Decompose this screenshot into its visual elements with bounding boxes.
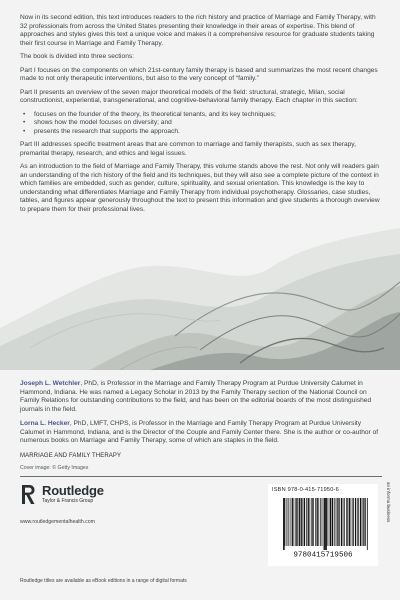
barcode-bar bbox=[285, 498, 286, 546]
barcode-bar bbox=[299, 498, 300, 546]
barcode-bar bbox=[343, 498, 344, 546]
list-item: • shows how the model focuses on diversity; and bbox=[20, 119, 382, 128]
abstract-wave-artwork bbox=[0, 228, 400, 370]
barcode-bar bbox=[294, 498, 295, 546]
barcode-bar bbox=[347, 498, 348, 546]
book-description bbox=[20, 14, 382, 219]
barcode-bar bbox=[360, 498, 361, 546]
barcode-bar bbox=[301, 498, 302, 546]
barcode-bar bbox=[292, 498, 293, 546]
barcode-bar bbox=[364, 498, 365, 546]
barcode bbox=[271, 496, 375, 560]
barcode-bar bbox=[362, 498, 363, 546]
author-bio bbox=[20, 380, 382, 414]
barcode-bar bbox=[330, 498, 331, 546]
barcode-bar bbox=[325, 498, 326, 550]
barcode-bar bbox=[324, 498, 325, 550]
author-bios bbox=[20, 380, 382, 452]
informa-business-label: an informa business bbox=[386, 482, 391, 523]
barcode-bar bbox=[317, 498, 318, 546]
ebook-availability-note: Routledge titles are available as eBook editions in a range of digital formats bbox=[20, 578, 187, 584]
barcode-bar bbox=[357, 498, 358, 546]
barcode-bar bbox=[341, 498, 342, 546]
publisher-side-text bbox=[384, 480, 392, 570]
barcode-digits: 9780415719506 bbox=[293, 551, 353, 560]
author-bio-text: , PhD, is Professor in the Marriage and Family Therapy Program at Purdue University Calumet in Hammond, Indiana. He was named a Legacy Scholar in 2013 by the Family Therapy section of the National Council on Family Relations for outstanding contributions to the field, and has been on the editorial boards of the most distinguished journals in the field. bbox=[20, 380, 372, 413]
barcode-bar bbox=[295, 498, 296, 546]
divider bbox=[20, 476, 382, 477]
barcode-bar bbox=[322, 498, 323, 546]
barcode-bar bbox=[352, 498, 353, 546]
subject-category: MARRIAGE AND FAMILY THERAPY bbox=[20, 453, 122, 459]
isbn-barcode-box bbox=[268, 484, 378, 566]
barcode-bar bbox=[290, 498, 291, 546]
barcode-bar bbox=[324, 498, 325, 550]
publisher-url: www.routledgementalhealth.com bbox=[20, 519, 95, 525]
routledge-r-icon bbox=[20, 483, 36, 505]
barcode-bar bbox=[311, 498, 312, 546]
author-bio-text: , PhD, LMFT, CHPS, is Professor in the Marriage and Family Therapy Program at Purdue University Calumet in Hammond, Indiana, and is the Director of the Couple and Family Center there. She is the author or co-author of numerous books on Marriage and Family Therapy, some of which are staples in the field. bbox=[20, 420, 379, 444]
barcode-bar bbox=[355, 498, 356, 546]
barcode-bar bbox=[336, 498, 337, 546]
barcode-bar bbox=[287, 498, 288, 546]
author-name: Joseph L. Wetchler bbox=[20, 380, 81, 387]
barcode-bar bbox=[283, 498, 284, 550]
barcode-bar bbox=[284, 498, 285, 550]
barcode-bar bbox=[310, 498, 311, 546]
barcode-bar bbox=[288, 498, 289, 546]
list-item: • presents the research that supports the approach. bbox=[20, 128, 382, 137]
barcode-bar bbox=[297, 498, 298, 546]
barcode-bar bbox=[363, 498, 364, 546]
list-item: • focuses on the founder of the theory, its theoretical tenants, and its key techniques; bbox=[20, 111, 382, 120]
part2-bullet-list bbox=[20, 111, 382, 137]
barcode-bar bbox=[367, 498, 368, 550]
barcode-bar bbox=[304, 498, 305, 546]
barcode-bar bbox=[332, 498, 333, 546]
author-bio bbox=[20, 420, 382, 446]
barcode-bar bbox=[329, 498, 330, 546]
cover-image-credit: Cover image: © Getty Images bbox=[20, 465, 89, 471]
author-name: Lorna L. Hecker bbox=[20, 420, 70, 427]
barcode-bar bbox=[327, 498, 328, 546]
barcode-bar bbox=[349, 498, 350, 546]
description-part3: Part III addresses specific treatment areas that are common to marriage and family therapists, such as sex therapy, premarital therapy, research, and ethics and legal issues. bbox=[20, 141, 356, 157]
barcode-bar bbox=[344, 498, 345, 546]
barcode-bar bbox=[302, 498, 303, 546]
description-intro: Now in its second edition, this text introduces readers to the rich history and practice of Marriage and Family Therapy, with 32 professionals from across the United States presenting their knowledge in their areas of expertise. This blend of approaches and styles gives this text a unique voice and makes it a comprehensive resource for graduate students taking their first course in Marriage and Family Therapy. bbox=[20, 14, 376, 47]
barcode-bar bbox=[338, 498, 339, 546]
barcode-bar bbox=[351, 498, 352, 546]
isbn-number: ISBN 978-0-415-71950-6 bbox=[272, 487, 339, 493]
publisher-name: Routledge bbox=[42, 483, 104, 498]
publisher-logo bbox=[20, 482, 140, 516]
barcode-bar bbox=[306, 498, 307, 546]
barcode-bar bbox=[313, 498, 314, 546]
description-part2: Part II presents an overview of the seven major theoretical models of the field: structural, strategic, Milan, social constructionist, experiential, transgenerational, and cognitive-behavioral family therapy. Each chapter in this section: bbox=[20, 88, 358, 104]
barcode-bar bbox=[334, 498, 335, 546]
barcode-bar bbox=[315, 498, 316, 546]
barcode-bar bbox=[318, 498, 319, 546]
description-division: The book is divided into three sections: bbox=[20, 53, 134, 60]
description-part1: Part I focuses on the components on which 21st-century family therapy is based and summarizes the most recent changes made to not only therapeutic interventions, but also to the very concept of “family.” bbox=[20, 66, 378, 82]
barcode-bar bbox=[346, 498, 347, 546]
barcode-bar bbox=[326, 498, 327, 550]
description-closing: As an introduction to the field of Marriage and Family Therapy, this volume stands above the rest. Not only will readers gain an understanding of the rich history of the field and its techniques, but they will also see a complete picture of the context in which families are embedded, such as gender, culture, spirituality, and sexual orientation. This knowledge is the key to understanding what differentiates Marriage and Family Therapy from individual psychotherapy. Glossaries, case studies, tables, and figures appear generously throughout the text to present this information and give students a thorough overview to prepare them for their professional lives. bbox=[20, 163, 380, 213]
barcode-bar bbox=[308, 498, 309, 546]
barcode-bar bbox=[337, 498, 338, 546]
publisher-tagline: Taylor & Francis Group bbox=[42, 498, 94, 504]
barcode-bar bbox=[320, 498, 321, 546]
